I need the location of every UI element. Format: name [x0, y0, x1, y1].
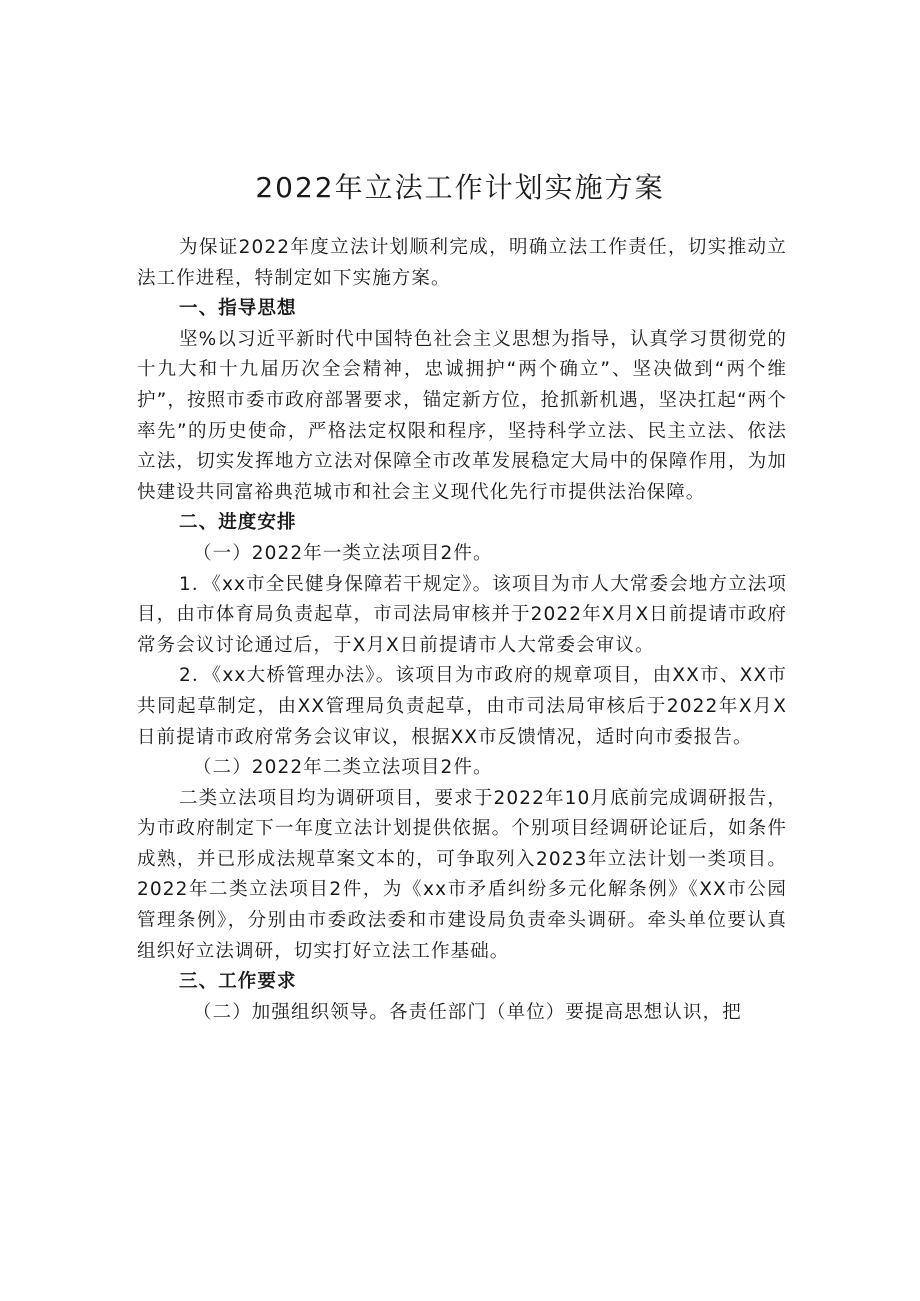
- document-body: [137, 233, 787, 1028]
- project-item-2: 2．《xx大桥管理办法》。该项目为市政府的规章项目，由XX市、XX市共同起草制定，由XX管理局负责起草，由市司法局审核后于2022年X月X日前提请市政府常务会议审议，根据XX市反馈情况，适时向市委报告。: [137, 665, 787, 748]
- requirements-paragraph: （二）加强组织领导。各责任部门（单位）要提高思想认识，把: [193, 1001, 742, 1023]
- section-heading-guiding-ideology: 一、指导思想: [179, 298, 297, 320]
- project-item-1: 1．《xx市全民健身保障若干规定》。该项目为市人大常委会地方立法项目，由市体育局负责起草，市司法局审核并于2022年X月X日前提请市政府常务会议讨论通过后，于X月X日前提请市人大常委会审议。: [137, 573, 787, 656]
- category-two-paragraph: 二类立法项目均为调研项目，要求于2022年10月底前完成调研报告，为市政府制定下一年度立法计划提供依据。个别项目经调研论证后，如条件成熟，并已形成法规草案文本的，可争取列入2023年立法计划一类项目。2022年二类立法项目2件，为《xx市矛盾纠纷多元化解条例》《XX市公园管理条例》，分别由市委政法委和市建设局负责牵头调研。牵头单位要认真组织好立法调研，切实打好立法工作基础。: [137, 787, 787, 962]
- document-title: 2022年立法工作计划实施方案: [255, 171, 665, 204]
- subheading-category-two: （二）2022年二类立法项目2件。: [193, 757, 493, 779]
- guiding-ideology-paragraph: 坚%以习近平新时代中国特色社会主义思想为指导，认真学习贯彻党的十九大和十九届历次全会精神，忠诚拥护“两个确立”、坚决做到“两个维护”，按照市委市政府部署要求，锚定新方位，抢抓新机遇，坚决扛起“两个率先”的历史使命，严格法定权限和程序，坚持科学立法、民主立法、依法立法，切实发挥地方立法对保障全市改革发展稳定大局中的保障作用，为加快建设共同富裕典范城市和社会主义现代化先行市提供法治保障。: [137, 328, 787, 503]
- intro-paragraph: 为保证2022年度立法计划顺利完成，明确立法工作责任，切实推动立法工作进程，特制定如下实施方案。: [137, 237, 787, 289]
- section-heading-schedule: 二、进度安排: [179, 512, 297, 534]
- section-heading-requirements: 三、工作要求: [179, 971, 297, 993]
- subheading-category-one: （一）2022年一类立法项目2件。: [193, 542, 493, 564]
